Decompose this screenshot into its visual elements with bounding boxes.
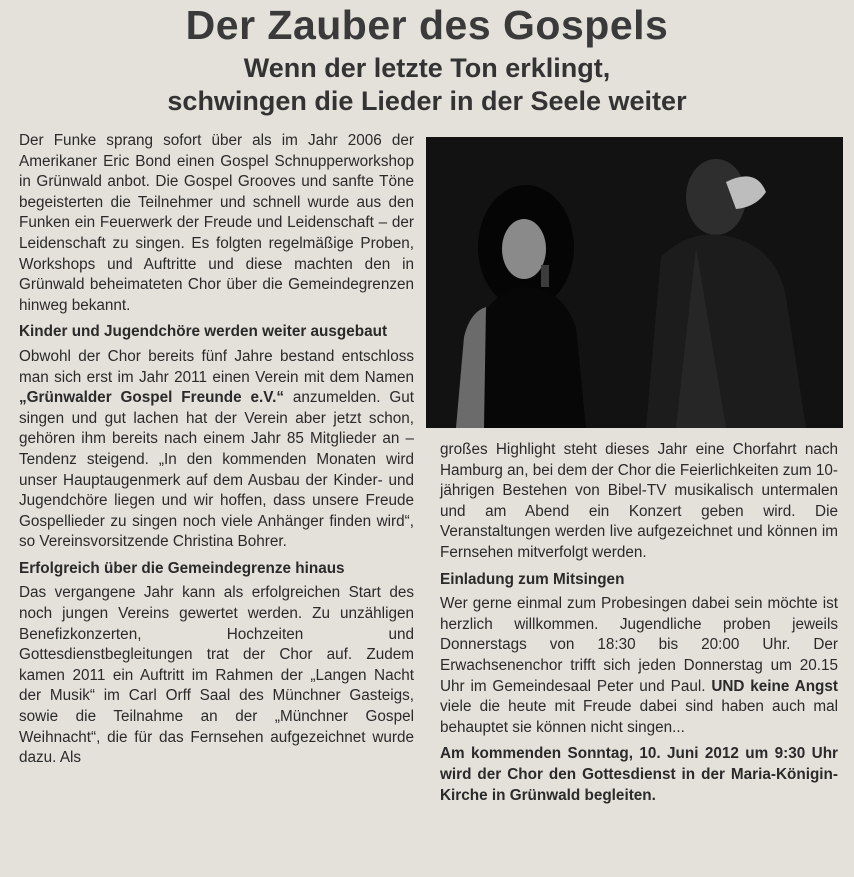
section-heading-success: Erfolgreich über die Gemeindegrenze hinaus <box>19 559 345 577</box>
hamburg-paragraph: großes Highlight steht dieses Jahr eine Chorfahrt nach Hamburg an, bei dem der Chor die Feierlichkeiten zum 10-jährigen Bestehen von Bibel-TV musikalisch untermalen und am Abend ein Konzert geben wird. Die Veranstaltungen werden live aufgezeichnet und können im Fernsehen mitverfolgt werden. <box>440 441 838 561</box>
invitation-emphasis: UND keine Angst <box>711 677 838 695</box>
intro-paragraph: Der Funke sprang sofort über als im Jahr 2006 der Amerikaner Eric Bond einen Gospel Schnupperworkshop in Grünwald anbot. Die Gospel Grooves und sanfte Töne begeisterten die Teilnehmer und schnell wurde aus den Funken ein Feuerwerk der Freude und Leidenschaft – der Leidenschaft zu singen. Es folgten regelmäßige Proben, Workshops und Auftritte und diese machten den in Grünwald beheimateten Chor über die Gemeindegrenzen hinweg bekannt. <box>19 132 414 314</box>
closing-announcement-text: Am kommenden Sonntag, 10. Juni 2012 um 9:30 Uhr wird der Chor den Gottesdienst in der Maria-Königin-Kirche in Grünwald begleiten. <box>440 745 838 804</box>
subtitle-line-2: schwingen die Lieder in der Seele weiter <box>167 86 687 116</box>
success-paragraph: Das vergangene Jahr kann als erfolgreichen Start des noch jungen Vereins gewertet werden. Zu unzähligen Benefizkonzerten, Hochzeiten und Gottesdienstbegleitungen trat der Chor auf. Zudem kamen 2011 ein Auftritt im Rahmen der „Langen Nacht der Musik“ im Carl Orff Saal des Münchner Gasteigs, sowie die Teilnahme an der „Münchner Gospel Weihnacht“, die für das Fernsehen aufgezeichnet wurde dazu. Als <box>19 584 414 767</box>
invitation-paragraph <box>440 594 838 738</box>
right-column <box>440 440 838 812</box>
association-paragraph-text-a: Obwohl der Chor bereits fünf Jahre bestand entschloss man sich erst im Jahr 2011 einen Verein mit dem Namen <box>19 347 414 386</box>
article-title: Der Zauber des Gospels <box>185 2 669 48</box>
closing-announcement <box>440 744 838 806</box>
association-paragraph-text-b: anzumelden. Gut singen und gut lachen hat der Verein aber jetzt schon, gehören ihm bereits nach einem Jahr 85 Mitglieder an – Tendenz steigend. „In den kommenden Monaten wird unser Hauptaugenmerk auf dem Ausbau der Kinder- und Jugendchöre liegen und wir hoffen, dass unsere Freude Gospellieder zu singen noch viele Anhänger finden wird“, so Vereinsvorsitzende Christina Bohrer. <box>19 389 414 551</box>
invitation-paragraph-text-b: viele die heute mit Freude dabei sind haben auch mal behauptet sie können nicht singen... <box>440 698 838 736</box>
association-name: „Grünwalder Gospel Freunde e.V.“ <box>19 389 284 407</box>
invitation-paragraph-text-a: Wer gerne einmal zum Probesingen dabei sein möchte ist herzlich willkommen. Jugendliche proben jeweils Donnerstags von 18:30 bis 20:00 Uhr. Der Erwachsenenchor trifft sich jeden Donnerstag um 20.15 Uhr im Gemeindesaal Peter und Paul. <box>440 595 838 695</box>
left-column <box>19 131 414 775</box>
association-paragraph <box>19 347 414 553</box>
subtitle-line-1: Wenn der letzte Ton erklingt, <box>243 53 611 83</box>
article-subtitle <box>0 52 854 118</box>
section-heading-childrens-choirs: Kinder und Jugendchöre werden weiter ausgebaut <box>19 323 388 341</box>
choir-performance-photo <box>426 137 843 428</box>
section-heading-invitation: Einladung zum Mitsingen <box>440 570 625 588</box>
